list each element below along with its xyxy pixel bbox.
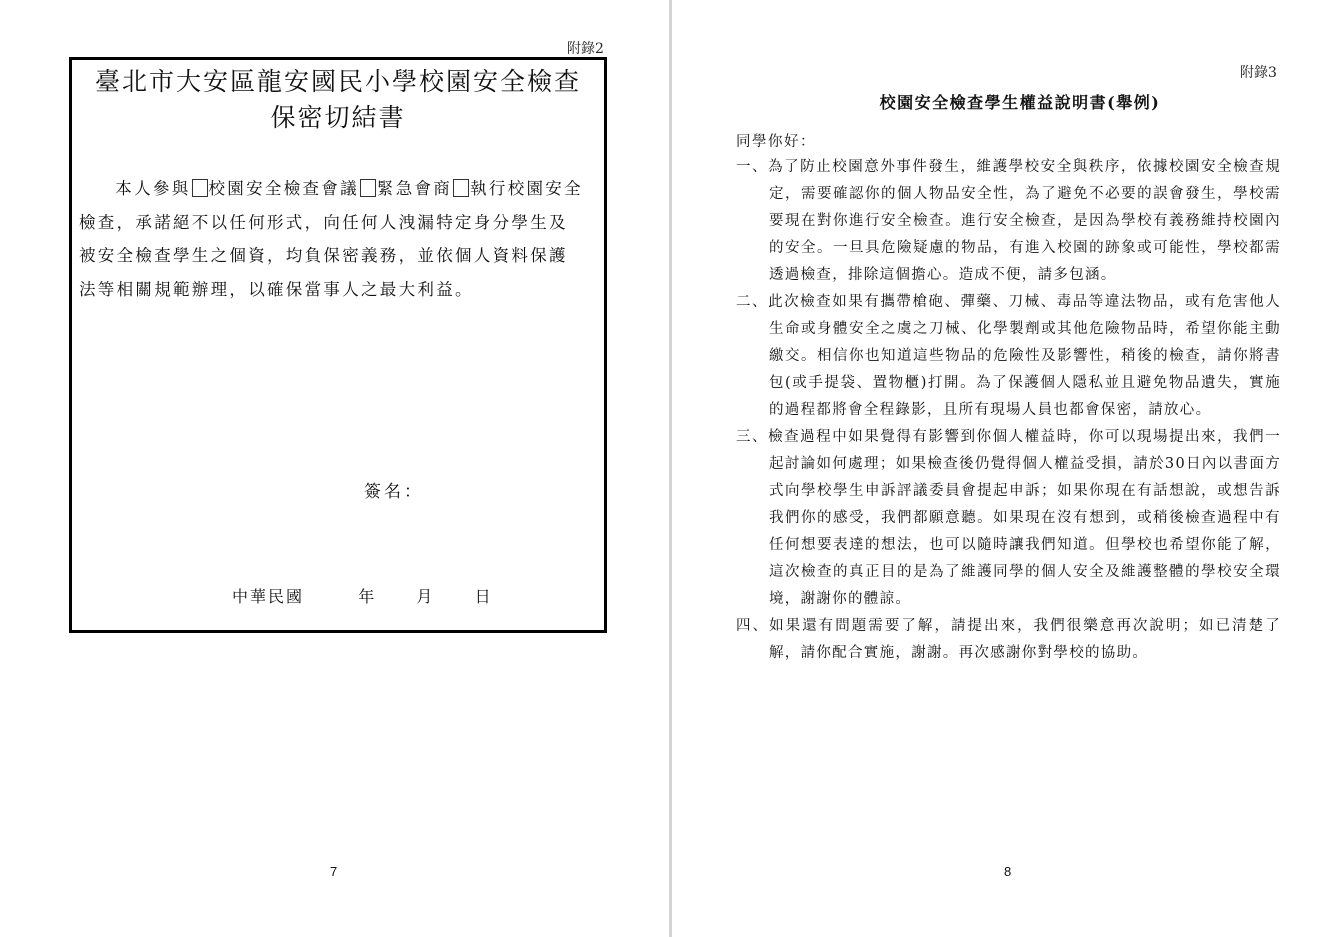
rights-list <box>736 154 1281 667</box>
rights-item-3: 三、檢查過程中如果覺得有影響到你個人權益時，你可以現場提出來，我們一起討論如何處理；如果檢查後仍覺得個人權益受損，請於30日內以書面方式向學校學生申訴評議委員會提起申訴；如果你現在有話想說，或想告訴我們你的感受，我們都願意聽。如果現在沒有想到，或稍後檢查過程中有任何想要表達的想法，也可以隨時讓我們知道。但學校也希望你能了解，這次檢查的真正目的是為了維護同學的個人安全及維護整體的學校安全環境，謝謝你的體諒。 <box>736 429 1281 607</box>
pledge-title-line2: 保密切結書 <box>270 103 406 132</box>
execute-checkbox[interactable] <box>453 179 469 197</box>
appendix-2-label: 附錄2 <box>567 41 604 57</box>
pledge-title <box>72 64 604 136</box>
right-page <box>672 0 1341 937</box>
pledge-body-prefix: 本人參與 <box>115 179 191 198</box>
signature-label: 簽名： <box>364 482 424 502</box>
signature-field[interactable] <box>364 477 424 502</box>
rights-item-1: 一、為了防止校園意外事件發生，維護學校安全與秩序，依據校園安全檢查規定，需要確認你的個人物品安全性，為了避免不必要的誤會發生，學校需要現在對你進行安全檢查。進行安全檢查，是因為學校有義務維持校園內的安全。一旦具危險疑慮的物品，有進入校園的跡象或可能性，學校都需透過檢查，排除這個擔心。造成不便，請多包涵。 <box>736 159 1281 283</box>
appendix-3-label: 附錄3 <box>1240 65 1277 81</box>
left-page <box>0 0 669 937</box>
date-day: 日 <box>474 587 493 606</box>
rights-item-2: 二、此次檢查如果有攜帶槍砲、彈藥、刀械、毒品等違法物品，或有危害他人生命或身體安全之虞之刀械、化學製劑或其他危險物品時，希望你能主動繳交。相信你也知道這些物品的危險性及影響性，稍後的檢查，請你將書包(或手提袋、置物櫃)打開。為了保護個人隱私並且避免物品遺失，實施的過程都將會全程錄影，且所有現場人員也都會保密，請放心。 <box>736 294 1281 418</box>
page-number-left: 7 <box>330 864 338 879</box>
emergency-checkbox[interactable] <box>360 179 376 197</box>
rights-item-4: 四、如果還有問題需要了解，請提出來，我們很樂意再次說明；如已清楚了解，請你配合實施，謝謝。再次感謝你對學校的協助。 <box>736 618 1281 661</box>
date-month: 月 <box>416 587 435 606</box>
confidentiality-pledge-box <box>69 57 607 633</box>
meeting-checkbox[interactable] <box>192 179 208 197</box>
pledge-title-line1: 臺北市大安區龍安國民小學校園安全檢查 <box>94 67 581 96</box>
option-meeting-label: 校園安全檢查會議 <box>208 179 359 198</box>
pledge-body <box>79 172 584 306</box>
option-emergency-label: 緊急會商 <box>376 179 453 198</box>
page-number-right: 8 <box>1004 864 1012 879</box>
rights-statement-title: 校園安全檢查學生權益說明書(舉例) <box>879 93 1161 112</box>
date-line <box>232 584 493 607</box>
date-year: 年 <box>358 587 377 606</box>
date-era: 中華民國 <box>232 587 305 606</box>
option-execute-text: 執行校園安全檢查，承諾絕不以任何形式，向任何人洩漏特定身分學生及被安全檢查學生之個資，均負保密義務，並依個人資料保護法等相關規範辦理，以確保當事人之最大利益。 <box>79 179 583 299</box>
greeting: 同學你好： <box>736 134 816 150</box>
